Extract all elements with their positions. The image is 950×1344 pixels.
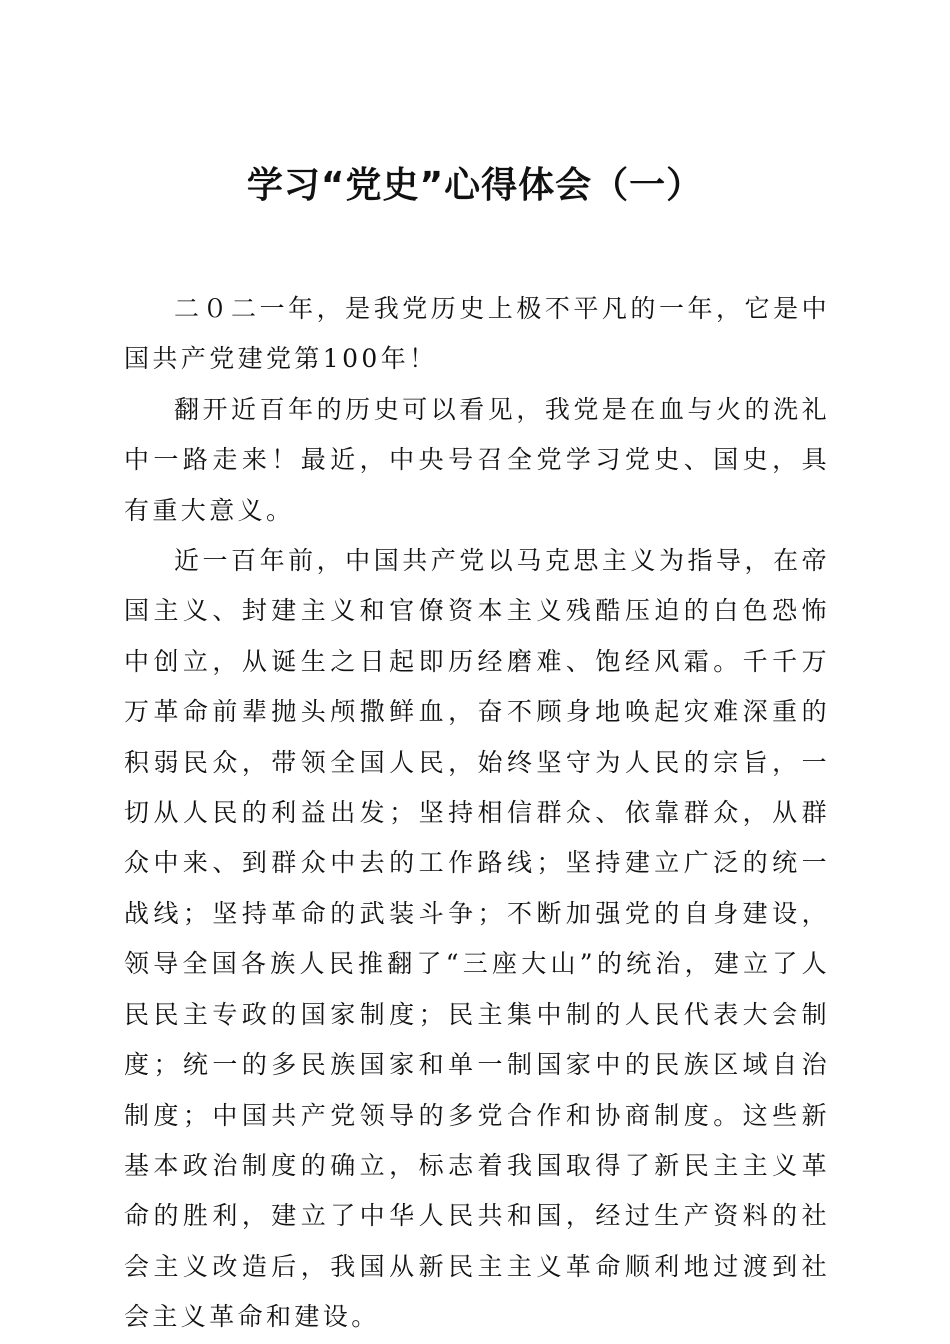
paragraph: 翻开近百年的历史可以看见，我党是在血与火的洗礼中一路走来！最近，中央号召全党学习党史、国史，具有重大意义。 [124,394,830,525]
document-body [124,284,830,1343]
document-title: 学习“党史”心得体会（一） [246,165,704,206]
paragraph: 二０二一年，是我党历史上极不平凡的一年，它是中国共产党建党第100年！ [124,294,830,374]
paragraph: 近一百年前，中国共产党以马克思主义为指导，在帝国主义、封建主义和官僚资本主义残酷压迫的白色恐怖中创立，从诞生之日起即历经磨难、饱经风霜。千千万万革命前辈抛头颅撒鲜血，奋不顾身地唤起灾难深重的积弱民众，带领全国人民，始终坚守为人民的宗旨，一切从人民的利益出发；坚持相信群众、依靠群众，从群众中来、到群众中去的工作路线；坚持建立广泛的统一战线；坚持革命的武装斗争；不断加强党的自身建设，领导全国各族人民推翻了“三座大山”的统治，建立了人民民主专政的国家制度；民主集中制的人民代表大会制度；统一的多民族国家和单一制国家中的民族区域自治制度；中国共产党领导的多党合作和协商制度。这些新基本政治制度的确立，标志着我国取得了新民主主义革命的胜利，建立了中华人民共和国，经过生产资料的社会主义改造后，我国从新民主主义革命顺利地过渡到社会主义革命和建设。 [124,546,830,1332]
